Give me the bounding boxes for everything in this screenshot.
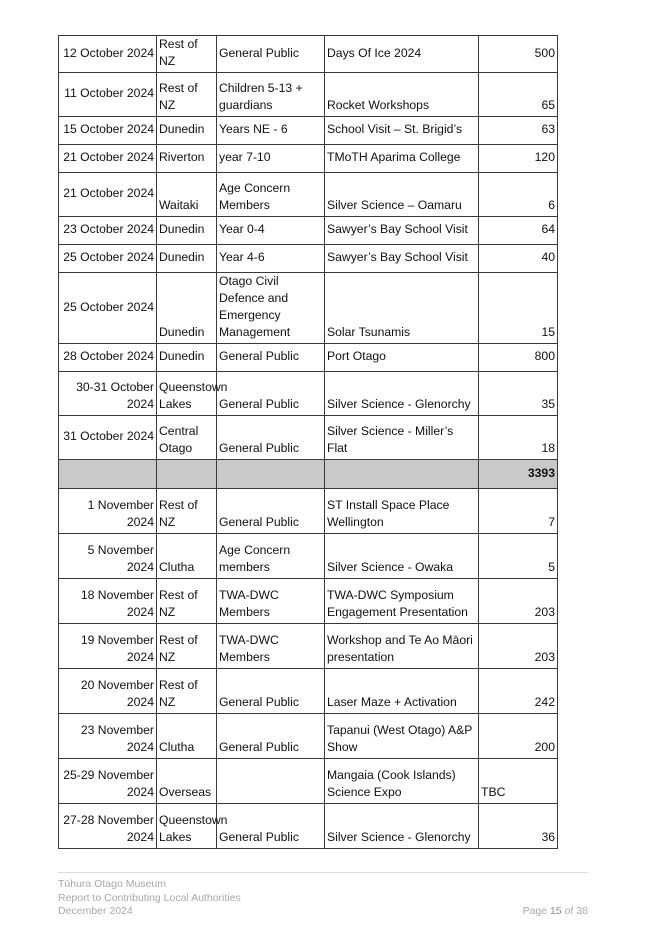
audience-cell: year 7-10 xyxy=(217,145,325,173)
count-cell: 65 xyxy=(479,73,558,117)
date-cell: 20 November 2024 xyxy=(59,669,157,714)
date-cell: 21 October 2024 xyxy=(59,145,157,173)
event-cell: Days Of Ice 2024 xyxy=(325,36,479,73)
date-cell: 31 October 2024 xyxy=(59,416,157,460)
count-cell: 500 xyxy=(479,36,558,73)
audience-cell: General Public xyxy=(217,416,325,460)
events-table xyxy=(58,35,558,849)
date-cell: 23 October 2024 xyxy=(59,217,157,245)
region-cell: Rest of NZ xyxy=(157,579,217,624)
audience-cell: TWA-DWC Members xyxy=(217,624,325,669)
region-cell: Rest of NZ xyxy=(157,624,217,669)
count-cell: 40 xyxy=(479,245,558,273)
table-row xyxy=(59,714,558,759)
audience-cell: General Public xyxy=(217,669,325,714)
table-row xyxy=(59,534,558,579)
count-cell: 64 xyxy=(479,217,558,245)
total-cell: 3393 xyxy=(479,460,558,489)
date-cell: 27-28 November 2024 xyxy=(59,804,157,849)
date-cell: 25-29 November 2024 xyxy=(59,759,157,804)
region-cell: Overseas xyxy=(157,759,217,804)
count-cell: 63 xyxy=(479,117,558,145)
event-cell: Silver Science - Glenorchy xyxy=(325,804,479,849)
event-cell: ST Install Space Place Wellington xyxy=(325,489,479,534)
date-cell: 5 November 2024 xyxy=(59,534,157,579)
count-cell: 35 xyxy=(479,372,558,416)
page-number: Page 15 of 38 xyxy=(522,905,588,917)
count-cell: 800 xyxy=(479,344,558,372)
audience-cell: General Public xyxy=(217,36,325,73)
audience-cell: Year 0-4 xyxy=(217,217,325,245)
audience-cell: Otago Civil Defence and Emergency Management xyxy=(217,273,325,344)
table-row xyxy=(59,36,558,73)
table-row xyxy=(59,489,558,534)
count-cell: 242 xyxy=(479,669,558,714)
audience-cell: TWA-DWC Members xyxy=(217,579,325,624)
region-cell: Rest of NZ xyxy=(157,73,217,117)
region-cell: Central Otago xyxy=(157,416,217,460)
table-row xyxy=(59,372,558,416)
table-row xyxy=(59,145,558,173)
event-cell: Mangaia (Cook Islands) Science Expo xyxy=(325,759,479,804)
event-cell: Silver Science – Oamaru xyxy=(325,173,479,217)
region-cell: Clutha xyxy=(157,714,217,759)
count-cell: TBC xyxy=(479,759,558,804)
event-cell: Silver Science - Miller’s Flat xyxy=(325,416,479,460)
audience-cell: General Public xyxy=(217,804,325,849)
count-cell: 203 xyxy=(479,624,558,669)
table-row xyxy=(59,344,558,372)
audience-cell: General Public xyxy=(217,344,325,372)
audience-cell: General Public xyxy=(217,372,325,416)
audience-cell xyxy=(217,759,325,804)
date-cell: 25 October 2024 xyxy=(59,273,157,344)
date-cell: 12 October 2024 xyxy=(59,36,157,73)
date-cell: 1 November 2024 xyxy=(59,489,157,534)
count-cell: 200 xyxy=(479,714,558,759)
event-cell: Laser Maze + Activation xyxy=(325,669,479,714)
region-cell: Rest of NZ xyxy=(157,489,217,534)
region-cell: Clutha xyxy=(157,534,217,579)
region-cell: Dunedin xyxy=(157,117,217,145)
region-cell: Waitaki xyxy=(157,173,217,217)
total-row xyxy=(59,460,558,489)
count-cell: 18 xyxy=(479,416,558,460)
table-row xyxy=(59,245,558,273)
count-cell: 5 xyxy=(479,534,558,579)
table-row xyxy=(59,273,558,344)
audience-cell: General Public xyxy=(217,489,325,534)
event-cell: Workshop and Te Ao Māori presentation xyxy=(325,624,479,669)
region-cell: Rest of NZ xyxy=(157,669,217,714)
event-cell: School Visit – St. Brigid’s xyxy=(325,117,479,145)
current-page: 15 xyxy=(550,905,562,917)
footer-org: Tūhura Otago Museum xyxy=(58,878,166,890)
count-cell: 203 xyxy=(479,579,558,624)
event-cell: TMoTH Aparima College xyxy=(325,145,479,173)
event-cell: Sawyer’s Bay School Visit xyxy=(325,217,479,245)
table-row xyxy=(59,117,558,145)
footer-report: Report to Contributing Local Authorities xyxy=(58,891,241,904)
footer-date: December 2024 xyxy=(58,905,133,917)
event-cell: Solar Tsunamis xyxy=(325,273,479,344)
date-cell: 28 October 2024 xyxy=(59,344,157,372)
count-cell: 15 xyxy=(479,273,558,344)
audience-cell: Years NE - 6 xyxy=(217,117,325,145)
page-footer xyxy=(58,872,588,919)
count-cell: 6 xyxy=(479,173,558,217)
table-row xyxy=(59,804,558,849)
audience-cell: Children 5-13 + guardians xyxy=(217,73,325,117)
total-pages: 38 xyxy=(576,905,588,917)
region-cell: Dunedin xyxy=(157,273,217,344)
count-cell: 36 xyxy=(479,804,558,849)
event-cell: Tapanui (West Otago) A&P Show xyxy=(325,714,479,759)
region-cell: Queenstown Lakes xyxy=(157,372,217,416)
table-row xyxy=(59,173,558,217)
table-row xyxy=(59,579,558,624)
date-cell: 23 November 2024 xyxy=(59,714,157,759)
event-cell: Rocket Workshops xyxy=(325,73,479,117)
region-cell: Dunedin xyxy=(157,245,217,273)
region-cell: Dunedin xyxy=(157,344,217,372)
table-row xyxy=(59,624,558,669)
date-cell: 21 October 2024 xyxy=(59,173,157,217)
audience-cell: Age Concern members xyxy=(217,534,325,579)
region-cell: Queenstown Lakes xyxy=(157,804,217,849)
audience-cell: Age Concern Members xyxy=(217,173,325,217)
date-cell: 19 November 2024 xyxy=(59,624,157,669)
audience-cell: General Public xyxy=(217,714,325,759)
table-row xyxy=(59,759,558,804)
count-cell: 120 xyxy=(479,145,558,173)
table-row xyxy=(59,217,558,245)
table-row xyxy=(59,669,558,714)
date-cell: 30-31 October 2024 xyxy=(59,372,157,416)
event-cell: Silver Science - Glenorchy xyxy=(325,372,479,416)
date-cell: 18 November 2024 xyxy=(59,579,157,624)
region-cell: Dunedin xyxy=(157,217,217,245)
table-row xyxy=(59,416,558,460)
date-cell: 15 October 2024 xyxy=(59,117,157,145)
date-cell: 25 October 2024 xyxy=(59,245,157,273)
date-cell: 11 October 2024 xyxy=(59,73,157,117)
event-cell: TWA-DWC Symposium Engagement Presentation xyxy=(325,579,479,624)
count-cell: 7 xyxy=(479,489,558,534)
event-cell: Port Otago xyxy=(325,344,479,372)
region-cell: Riverton xyxy=(157,145,217,173)
region-cell: Rest of NZ xyxy=(157,36,217,73)
audience-cell: Year 4-6 xyxy=(217,245,325,273)
event-cell: Sawyer’s Bay School Visit xyxy=(325,245,479,273)
event-cell: Silver Science - Owaka xyxy=(325,534,479,579)
table-row xyxy=(59,73,558,117)
